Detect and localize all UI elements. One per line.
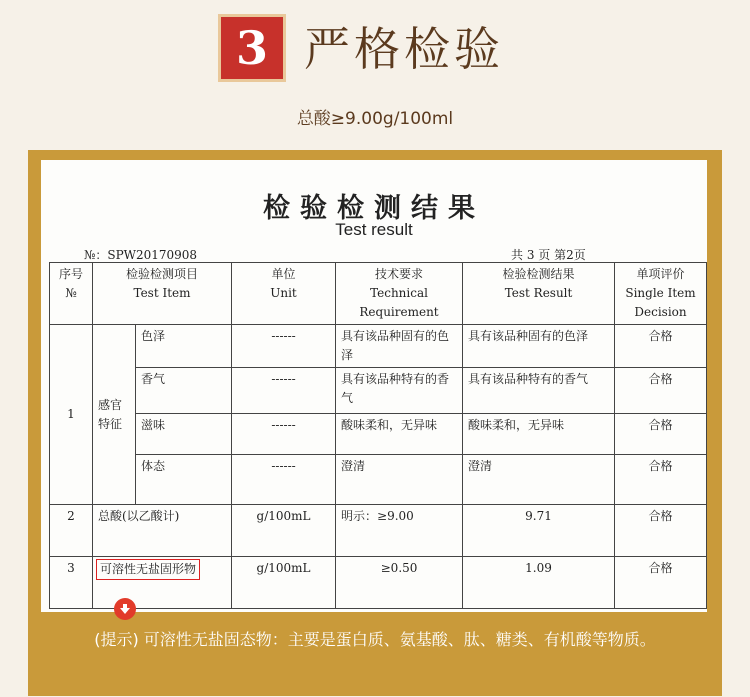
header-decision xyxy=(615,263,707,325)
sensory-group xyxy=(93,325,136,505)
unit-cell: g/100mL xyxy=(232,557,336,609)
table-header-row xyxy=(50,263,707,325)
result-cell: 酸味柔和，无异味 xyxy=(463,414,615,455)
table-row xyxy=(50,505,707,557)
table-row xyxy=(50,557,707,609)
requirement-cell: 具有该品种固有的色泽 xyxy=(336,325,463,368)
unit-cell: ------ xyxy=(232,455,336,505)
sensory-no: 1 xyxy=(50,325,93,505)
result-cell: 具有该品种特有的香气 xyxy=(463,368,615,414)
header-unit-cn: 单位 xyxy=(271,267,296,281)
item-cell: 色泽 xyxy=(136,325,232,368)
decision-cell: 合格 xyxy=(615,455,707,505)
header-result-en: Test Result xyxy=(504,286,573,300)
header-result xyxy=(463,263,615,325)
requirement-cell: 澄清 xyxy=(336,455,463,505)
item-cell: 体态 xyxy=(136,455,232,505)
table-row xyxy=(50,414,707,455)
header-decision-en1: Single Item xyxy=(625,286,696,300)
decision-cell: 合格 xyxy=(615,325,707,368)
unit-cell: ------ xyxy=(232,368,336,414)
decision-cell: 合格 xyxy=(615,505,707,557)
page-subtitle: 总酸≥9.00g/100ml xyxy=(296,109,454,129)
sensory-group-line2: 特征 xyxy=(98,416,123,431)
sensory-group-line1: 感官 xyxy=(98,397,123,412)
unit-cell: ------ xyxy=(232,414,336,455)
row-no: 3 xyxy=(50,557,93,609)
table-row xyxy=(50,325,707,368)
header-item-en: Test Item xyxy=(133,286,191,300)
table-row xyxy=(50,455,707,505)
decision-cell: 合格 xyxy=(615,414,707,455)
row-no: 2 xyxy=(50,505,93,557)
result-cell: 1.09 xyxy=(463,557,615,609)
requirement-cell: ≥0.50 xyxy=(336,557,463,609)
header-requirement-cn: 技术要求 xyxy=(375,267,424,281)
decision-cell: 合格 xyxy=(615,557,707,609)
test-report-paper xyxy=(41,160,707,612)
header-item-cn: 检验检测项目 xyxy=(126,267,199,281)
report-number: №：SPW20170908 xyxy=(84,248,198,262)
header-result-cn: 检验检测结果 xyxy=(502,267,575,281)
arrow-down-icon xyxy=(114,598,136,620)
header-item xyxy=(93,263,232,325)
result-cell: 具有该品种固有的色泽 xyxy=(463,325,615,368)
requirement-cell: 明示：≥9.00 xyxy=(336,505,463,557)
result-table xyxy=(49,262,707,609)
highlighted-item: 可溶性无盐固形物 xyxy=(96,559,200,580)
header-decision-en2: Decision xyxy=(634,305,687,319)
item-cell: 滋味 xyxy=(136,414,232,455)
result-cell: 9.71 xyxy=(463,505,615,557)
header-requirement-en2: Requirement xyxy=(359,305,439,319)
item-cell xyxy=(93,557,232,609)
requirement-cell: 酸味柔和，无异味 xyxy=(336,414,463,455)
table-row xyxy=(50,368,707,414)
requirement-cell: 具有该品种特有的香气 xyxy=(336,368,463,414)
report-subtitle: Test result xyxy=(335,220,413,239)
page-title: 严格检验 xyxy=(304,22,504,76)
header-requirement-en1: Technical xyxy=(370,286,428,300)
item-cell: 香气 xyxy=(136,368,232,414)
header-no xyxy=(50,263,93,325)
header-unit-en: Unit xyxy=(270,286,297,300)
decision-cell: 合格 xyxy=(615,368,707,414)
unit-cell: g/100mL xyxy=(232,505,336,557)
unit-cell: ------ xyxy=(232,325,336,368)
item-cell: 总酸(以乙酸计) xyxy=(93,505,232,557)
report-title: 检验检测结果 xyxy=(263,193,485,224)
header-no-cn: 序号 xyxy=(58,267,83,281)
footnote: (提示) 可溶性无盐固态物：主要是蛋白质、氨基酸、肽、糖类、有机酸等物质。 xyxy=(94,630,656,649)
report-page-info: 共 3 页 第2页 xyxy=(511,248,586,262)
header-decision-cn: 单项评价 xyxy=(636,267,685,281)
header-unit xyxy=(232,263,336,325)
result-cell: 澄清 xyxy=(463,455,615,505)
section-number-badge: 3 xyxy=(218,14,286,82)
header-no-en: № xyxy=(65,286,77,300)
header-requirement xyxy=(336,263,463,325)
